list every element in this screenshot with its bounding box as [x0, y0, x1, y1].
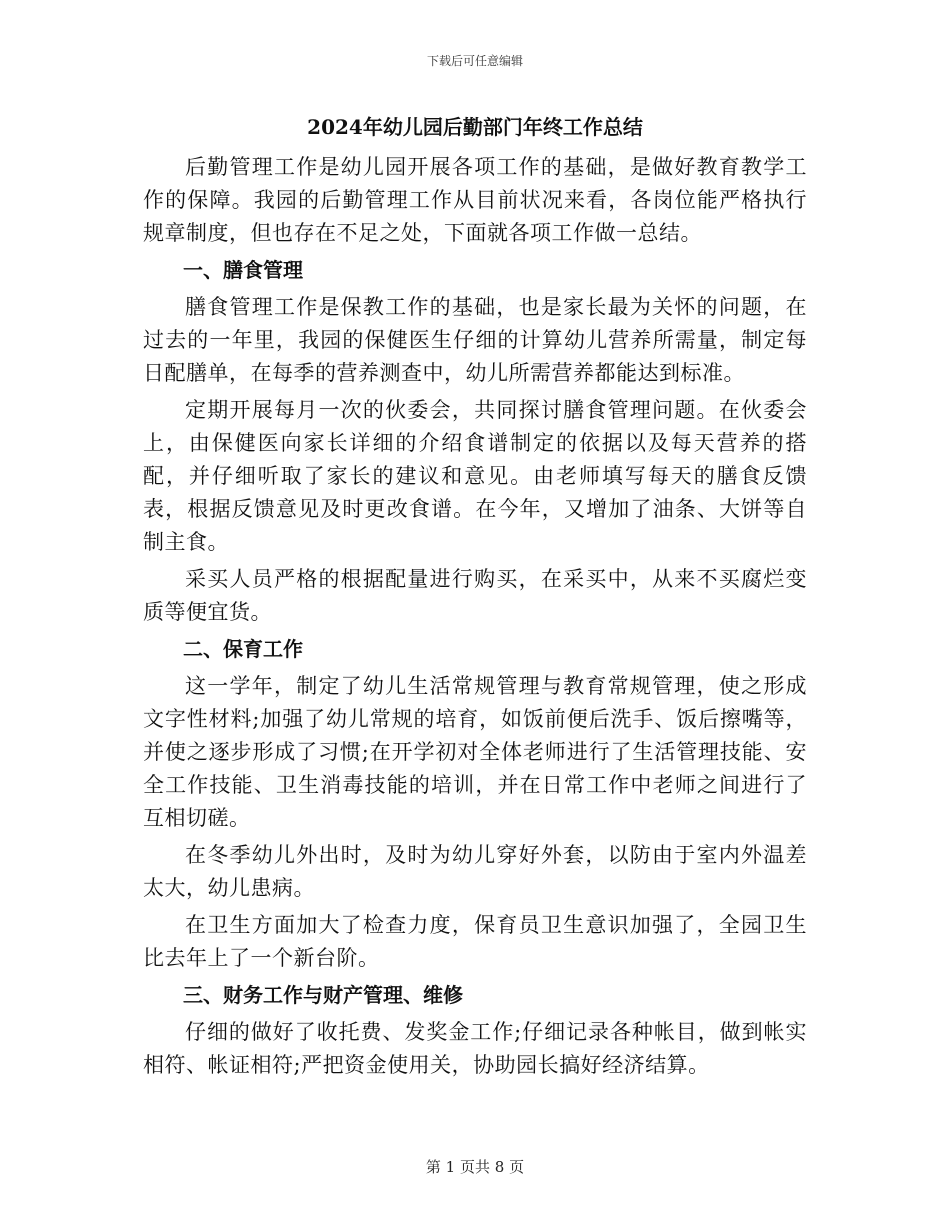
section-heading: 三、财务工作与财产管理、维修 [183, 983, 463, 1007]
paragraph: 在卫生方面加大了检查力度，保育员卫生意识加强了，全园卫生比去年上了一个新台阶。 [143, 913, 807, 970]
paragraph: 这一学年，制定了幼儿生活常规管理与教育常规管理，使之形成文字性材料;加强了幼儿常规的培育，如饭前便后洗手、饭后擦嘴等，并使之逐步形成了习惯;在开学初对全体老师进行了生活管理技能、安全工作技能、卫生消毒技能的培训，并在日常工作中老师之间进行了互相切磋。 [143, 674, 807, 830]
paragraph: 在冬季幼儿外出时，及时为幼儿穿好外套，以防由于室内外温差太大，幼儿患病。 [143, 843, 807, 900]
section-heading: 二、保育工作 [183, 637, 303, 661]
document-body [143, 113, 807, 1086]
section-finance-property [143, 979, 807, 1082]
section-heading: 一、膳食管理 [183, 258, 303, 282]
paragraph: 定期开展每月一次的伙委会，共同探讨膳食管理问题。在伙委会上，由保健医向家长详细的介绍食谱制定的依据以及每天营养的搭配，并仔细听取了家长的建议和意见。由老师填写每天的膳食反馈表，根据反馈意见及时更改食谱。在今年，又增加了油条、大饼等自制主食。 [143, 398, 807, 554]
section-diet-management [143, 254, 807, 629]
document-title: 2024年幼儿园后勤部门年终工作总结 [307, 115, 643, 139]
page-header: 下载后可任意编辑 [426, 54, 523, 68]
paragraph: 仔细的做好了收托费、发奖金工作;仔细记录各种帐目，做到帐实相符、帐证相符;严把资金使用关，协助园长搞好经济结算。 [143, 1020, 807, 1077]
intro-paragraph: 后勤管理工作是幼儿园开展各项工作的基础，是做好教育教学工作的保障。我园的后勤管理工作从目前状况来看，各岗位能严格执行规章制度，但也存在不足之处，下面就各项工作做一总结。 [143, 155, 807, 245]
paragraph: 膳食管理工作是保教工作的基础，也是家长最为关怀的问题，在过去的一年里，我园的保健医生仔细的计算幼儿营养所需量，制定每日配膳单，在每季的营养测查中，幼儿所需营养都能达到标准。 [143, 295, 807, 385]
page-number-footer: 第 1 页共 8 页 [425, 1158, 525, 1176]
paragraph: 采买人员严格的根据配量进行购买，在采买中，从来不买腐烂变质等便宜货。 [143, 567, 807, 624]
section-childcare-work [143, 633, 807, 975]
